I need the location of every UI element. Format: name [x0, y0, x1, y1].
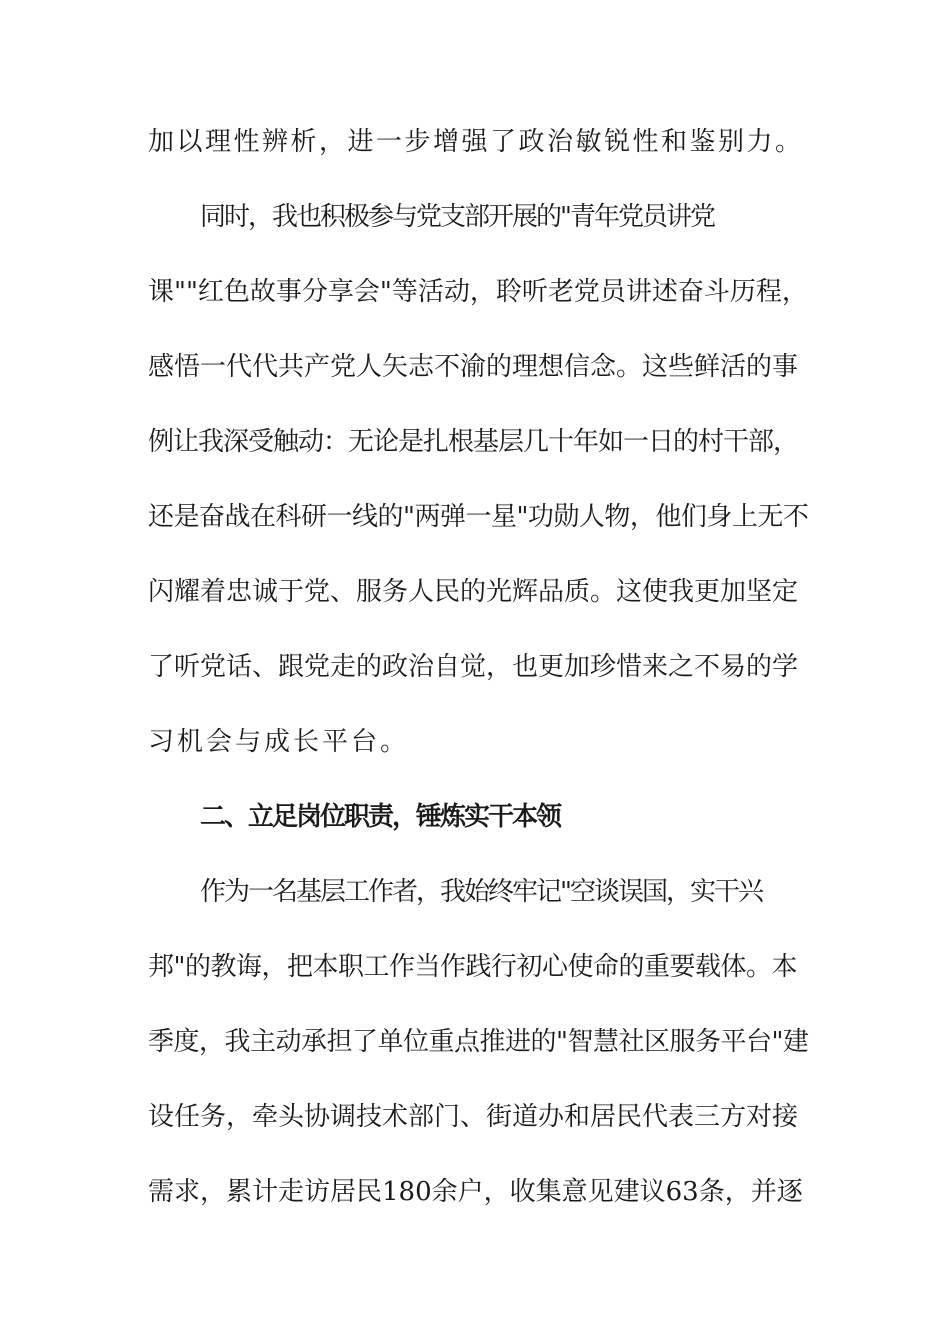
paragraph-line: 还是奋战在科研一线的"两弹一星"功勋人物，他们身上无不: [148, 502, 809, 532]
paragraph-line: 习机会与成长平台。: [148, 727, 410, 757]
paragraph-line: 邦"的教诲，把本职工作当作践行初心使命的重要载体。本: [148, 952, 797, 982]
section-heading: 二、立足岗位职责，锤炼实干本领: [200, 802, 561, 832]
paragraph-line: 课""红色故事分享会"等活动，聆听老党员讲述奋斗历程，: [148, 277, 808, 307]
paragraph-line: 加以理性辨析，进一步增强了政治敏锐性和鉴别力。: [148, 127, 804, 157]
paragraph-line: 感悟一代代共产党人矢志不渝的理想信念。这些鲜活的事: [148, 352, 799, 382]
paragraph-line: 作为一名基层工作者，我始终牢记"空谈误国，实干兴: [200, 877, 762, 907]
paragraph-line: 闪耀着忠诚于党、服务人民的光辉品质。这使我更加坚定: [148, 577, 799, 607]
paragraph-line: 季度，我主动承担了单位重点推进的"智慧社区服务平台"建: [148, 1027, 809, 1057]
paragraph-line: 了听党话、跟党走的政治自觉，也更加珍惜来之不易的学: [148, 652, 799, 682]
paragraph-line: 同时，我也积极参与党支部开展的"青年党员讲党: [200, 202, 714, 232]
paragraph-line: 设任务，牵头协调技术部门、街道办和居民代表三方对接: [148, 1102, 799, 1132]
paragraph-line: 需求，累计走访居民180余户，收集意见建议63条，并逐: [148, 1177, 803, 1207]
paragraph-line: 例让我深受触动：无论是扎根基层几十年如一日的村干部，: [148, 427, 799, 457]
